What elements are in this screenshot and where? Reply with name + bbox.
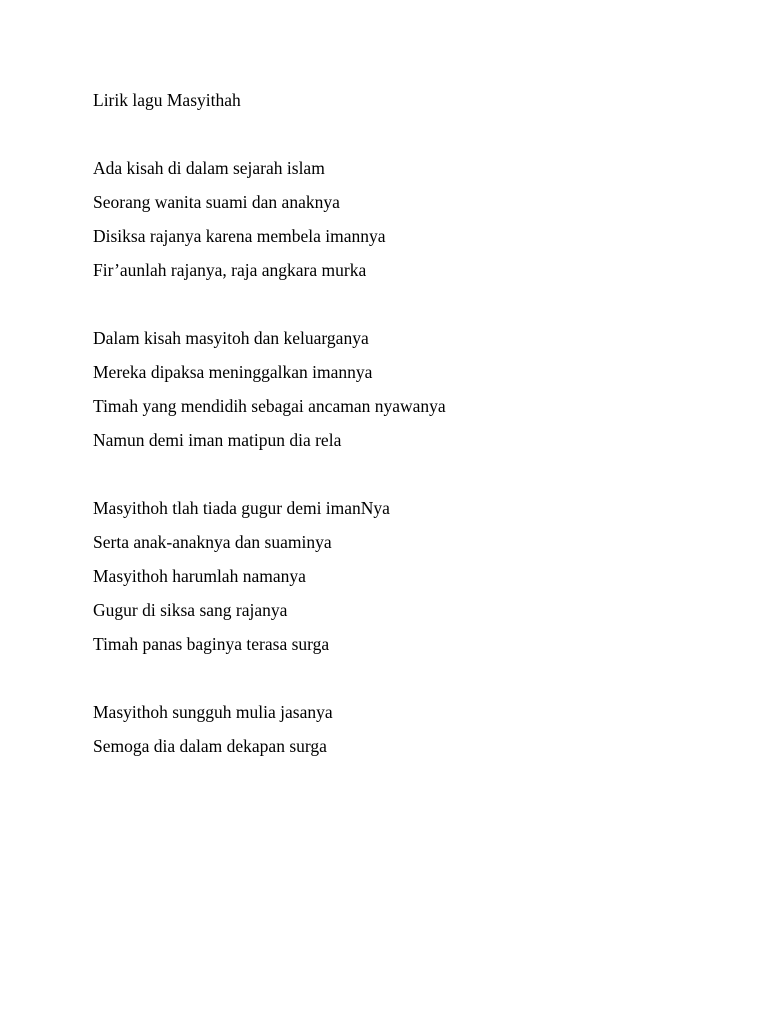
lyric-line: Semoga dia dalam dekapan surga (93, 736, 327, 756)
stanza-1 (93, 157, 713, 293)
lyric-line: Timah yang mendidih sebagai ancaman nyawanya (93, 396, 446, 416)
lyric-line: Fir’aunlah rajanya, raja angkara murka (93, 260, 367, 280)
lyric-line: Seorang wanita suami dan anaknya (93, 192, 340, 212)
lyrics-content (93, 89, 713, 769)
lyric-line: Ada kisah di dalam sejarah islam (93, 158, 325, 178)
lyric-line: Masyithoh harumlah namanya (93, 566, 306, 586)
lyric-line: Masyithoh sungguh mulia jasanya (93, 702, 333, 722)
document-title: Lirik lagu Masyithah (93, 90, 241, 110)
lyric-line: Mereka dipaksa meninggalkan imannya (93, 362, 373, 382)
lyric-line: Masyithoh tlah tiada gugur demi imanNya (93, 498, 390, 518)
lyric-line: Timah panas baginya terasa surga (93, 634, 330, 654)
lyric-line: Dalam kisah masyitoh dan keluarganya (93, 328, 369, 348)
lyric-line: Namun demi iman matipun dia rela (93, 430, 342, 450)
stanza-2 (93, 327, 713, 463)
stanza-4 (93, 701, 713, 769)
lyric-line: Gugur di siksa sang rajanya (93, 600, 288, 620)
lyric-line: Serta anak-anaknya dan suaminya (93, 532, 332, 552)
lyric-line: Disiksa rajanya karena membela imannya (93, 226, 386, 246)
stanza-3 (93, 497, 713, 667)
